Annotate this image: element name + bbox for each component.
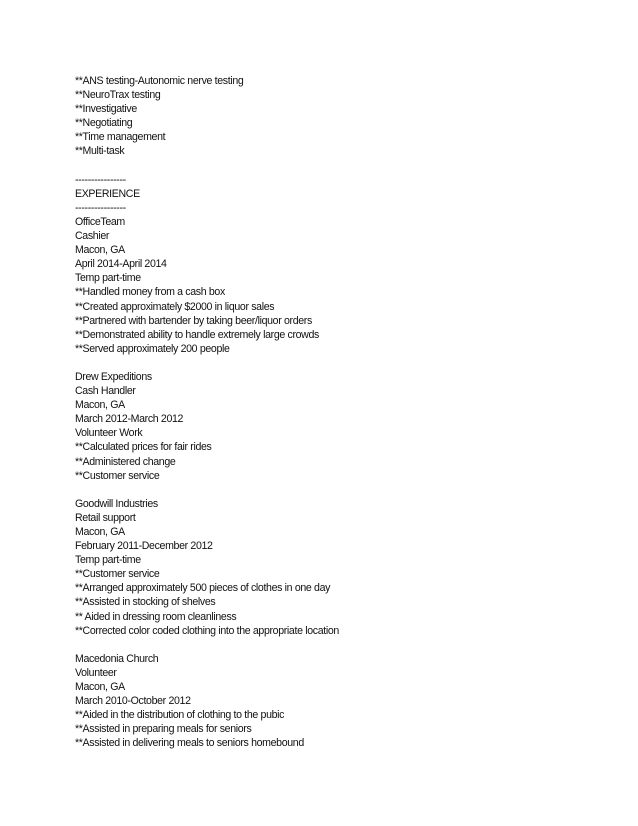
job-entry-macedonia-church (75, 652, 595, 751)
job-duty: **Created approximately $2000 in liquor sales (75, 300, 275, 313)
spacer (75, 638, 595, 652)
experience-header (75, 173, 595, 215)
job-duty: **Arranged approximately 500 pieces of clothes in one day (75, 582, 331, 595)
job-type: Volunteer Work (75, 427, 143, 440)
job-duty: **Assisted in delivering meals to seniors homebound (75, 737, 304, 750)
job-type: Temp part-time (75, 272, 141, 285)
job-duty: **Customer service (75, 469, 160, 482)
section-title: EXPERIENCE (75, 187, 140, 200)
job-title: Volunteer (75, 666, 117, 679)
job-employer: Macedonia Church (75, 652, 159, 665)
rule-bottom: ---------------- (75, 201, 126, 214)
skill-item: **ANS testing-Autonomic nerve testing (75, 75, 244, 87)
job-duty: **Handled money from a cash box (75, 286, 225, 299)
job-entry-goodwill (75, 497, 595, 638)
skill-item: **NeuroTrax testing (75, 89, 161, 102)
job-title: Cash Handler (75, 385, 136, 398)
job-duty: ** Aided in dressing room cleanliness (75, 610, 237, 623)
job-type: Temp part-time (75, 554, 141, 567)
job-duty: **Assisted in stocking of shelves (75, 596, 216, 609)
resume-content (75, 74, 595, 751)
job-dates: April 2014-April 2014 (75, 258, 167, 271)
job-dates: March 2012-March 2012 (75, 413, 184, 426)
job-entry-drew-expeditions (75, 370, 595, 483)
job-duty: **Assisted in preparing meals for seniors (75, 723, 252, 736)
job-duty: **Aided in the distribution of clothing to the pubic (75, 709, 285, 722)
job-location: Macon, GA (75, 526, 125, 538)
job-location: Macon, GA (75, 681, 125, 694)
skill-item: **Negotiating (75, 117, 133, 130)
job-title: Retail support (75, 511, 136, 524)
job-duty: **Administered change (75, 455, 176, 468)
skills-list (75, 74, 595, 159)
job-duty: **Corrected color coded clothing into the appropriate location (75, 624, 339, 637)
skill-item: **Multi-task (75, 145, 125, 158)
job-location: Macon, GA (75, 399, 125, 412)
spacer (75, 356, 595, 370)
job-duty: **Served approximately 200 people (75, 342, 230, 355)
job-duty: **Demonstrated ability to handle extremely large crowds (75, 328, 319, 341)
job-dates: March 2010-October 2012 (75, 695, 191, 708)
job-location: Macon, GA (75, 244, 125, 257)
job-entry-officeteam (75, 215, 595, 356)
spacer (75, 159, 595, 173)
skill-item: **Investigative (75, 103, 137, 116)
job-duty: **Customer service (75, 568, 160, 581)
job-duty: **Partnered with bartender by taking beer/liquor orders (75, 314, 312, 327)
job-employer: Drew Expeditions (75, 370, 152, 383)
job-employer: Goodwill Industries (75, 497, 158, 510)
spacer (75, 483, 595, 497)
rule-top: ---------------- (75, 173, 126, 186)
job-employer: OfficeTeam (75, 215, 125, 228)
job-title: Cashier (75, 230, 110, 243)
job-duty: **Calculated prices for fair rides (75, 441, 212, 454)
skill-item: **Time management (75, 131, 166, 144)
job-dates: February 2011-December 2012 (75, 540, 213, 553)
